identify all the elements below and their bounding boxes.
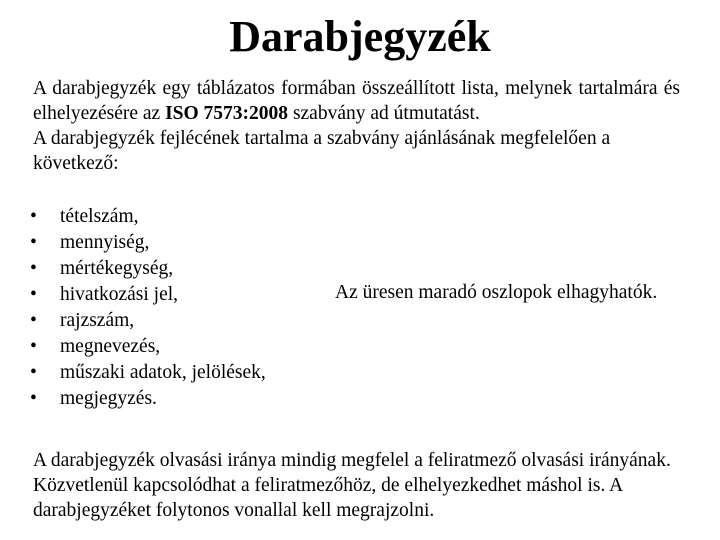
slide-title: Darabjegyzék bbox=[229, 12, 491, 61]
list-item-text: rajzszám, bbox=[60, 310, 135, 331]
intro-text-after: szabvány ad útmutatást. bbox=[288, 103, 480, 124]
list-item-text: mennyiség, bbox=[60, 232, 150, 253]
list-item bbox=[30, 256, 266, 282]
bullet-icon: • bbox=[30, 388, 37, 409]
list-item bbox=[30, 386, 266, 412]
list-item bbox=[30, 308, 266, 334]
closing-paragraph: A darabjegyzék olvasási iránya mindig megfelel a feliratmező olvasási irányának. Közvetlenül kapcsolódhat a feliratmezőhöz, de elhelyezkedhet máshol is. A darabjegyzéket folytonos vonallal kell megrajzolni. bbox=[33, 450, 671, 521]
standard-reference: ISO 7573:2008 bbox=[165, 103, 289, 124]
list-item bbox=[30, 334, 266, 360]
side-note: Az üresen maradó oszlopok elhagyhatók. bbox=[335, 282, 658, 303]
bullet-icon: • bbox=[30, 284, 37, 305]
intro-paragraph-2: A darabjegyzék fejlécének tartalma a szabvány ajánlásának megfelelően a következő: bbox=[33, 128, 611, 174]
bullet-icon: • bbox=[30, 310, 37, 331]
bullet-icon: • bbox=[30, 336, 37, 357]
list-item bbox=[30, 230, 266, 256]
intro-paragraph-1 bbox=[33, 76, 680, 126]
header-fields-list bbox=[30, 204, 266, 412]
list-item bbox=[30, 204, 266, 230]
bullet-icon: • bbox=[30, 206, 37, 227]
list-item-text: tételszám, bbox=[60, 206, 139, 227]
list-item-text: mértékegység, bbox=[60, 258, 174, 279]
bullet-icon: • bbox=[30, 232, 37, 253]
list-item-text: megnevezés, bbox=[60, 336, 161, 357]
list-item-text: hivatkozási jel, bbox=[60, 284, 179, 305]
list-item-text: megjegyzés. bbox=[60, 388, 157, 409]
bullet-icon: • bbox=[30, 362, 37, 383]
list-item bbox=[30, 282, 266, 308]
list-item-text: műszaki adatok, jelölések, bbox=[60, 362, 266, 383]
intro-text bbox=[33, 76, 680, 176]
intro-text-before: A darabjegyzék egy táblázatos formában összeállított lista, melynek tartalmára és elhelyezésére az bbox=[33, 78, 680, 124]
list-item bbox=[30, 360, 266, 386]
bullet-icon: • bbox=[30, 258, 37, 279]
